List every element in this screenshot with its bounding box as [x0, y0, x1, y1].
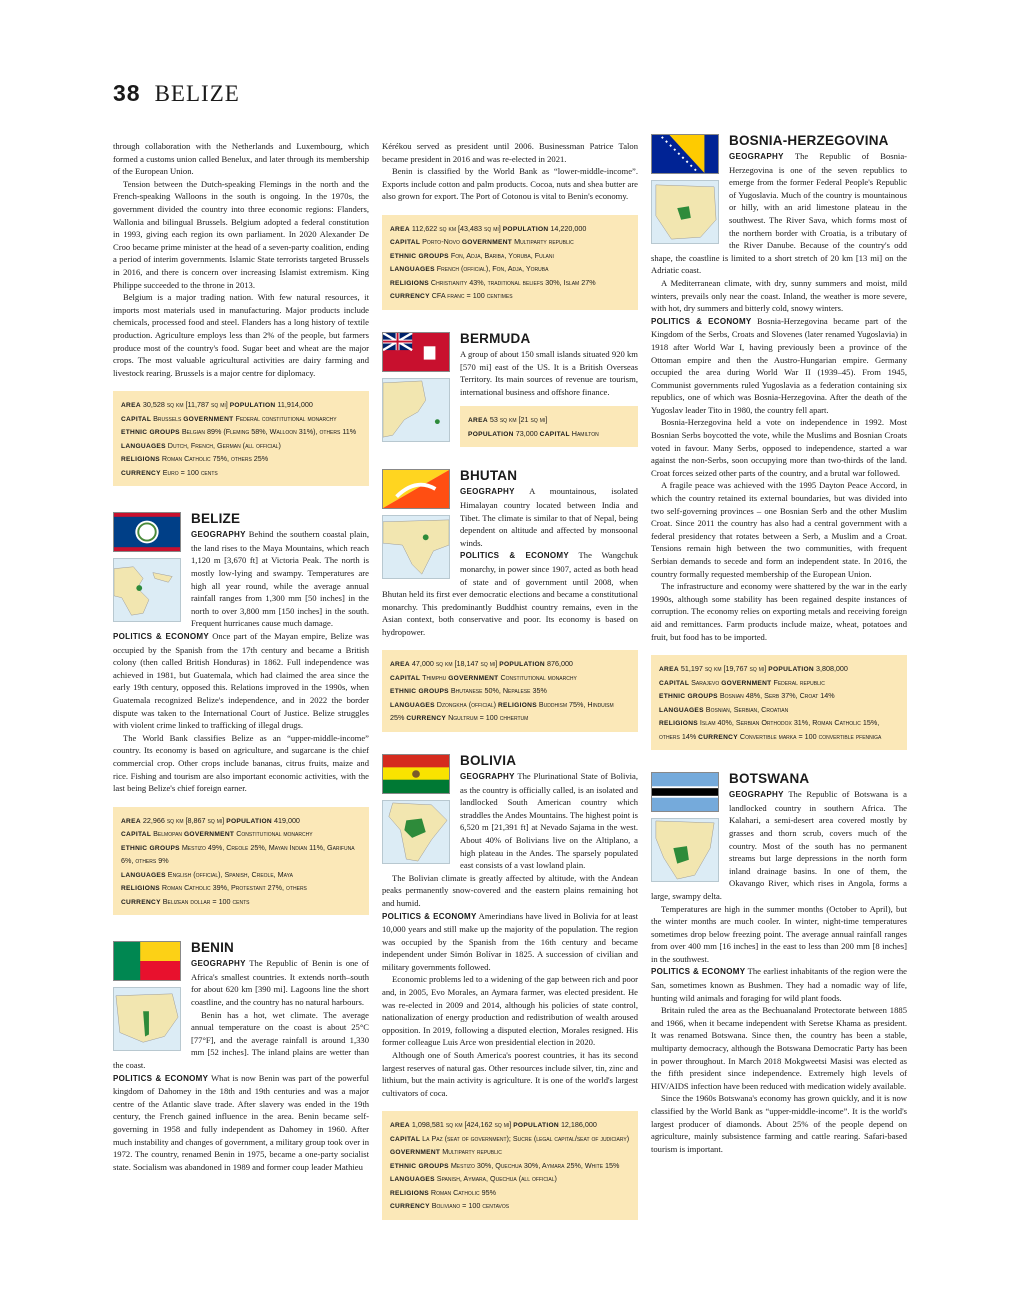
fact-value: 22,966 sq km [8,867 sq mi]	[142, 815, 225, 825]
fact-value: 11,914,000	[277, 400, 313, 410]
bosnia-locator-map	[651, 180, 719, 244]
botswana-paragraph: Since the 1960s Botswana's economy has grown quickly, and it is now classified by the World Bank as “upper-middle-income”. It is the world's largest producer of diamonds. About 25% of the people depend on agriculture, mainly subsistence farming and cattle rearing. Safari-based tourism is important.	[651, 1093, 907, 1154]
fact-label: CURRENCY	[406, 715, 447, 723]
fact-label: AREA	[390, 1122, 410, 1130]
fact-label: CAPITAL	[390, 1135, 421, 1143]
fact-value: 876,000	[546, 659, 573, 669]
botswana-locator-map	[651, 818, 719, 882]
fact-value: Euro = 100 cents	[162, 467, 218, 477]
fact-label: RELIGIONS	[497, 701, 537, 709]
bermuda-figure	[382, 332, 450, 442]
bhutan-politics-text: The Wangchuk monarchy, in power since 1907, acted as both head of state and of government until 2008, when Bhutan held its first ever democratic elections and became a constitutional monarchy. This predominantly Buddhist country remains, even in the Asian context, both conservative and poor. Its economy is based on hydropower.	[382, 550, 638, 637]
fact-label: GOVERNMENT	[461, 239, 513, 247]
fact-label: CAPITAL	[539, 430, 570, 438]
bolivia-politics-text: Amerindians have lived in Bolivia for at least 10,000 years and still make up the majority of the population. The region was occupied by the Spanish from the 16th century and became independent under Simón Bolívar in 1825. A succession of civilian and military governments followed.	[382, 910, 638, 972]
belize-politics-text: Once part of the Mayan empire, Belize was occupied by the Spanish from the 17th century and became a British colony (then called British Honduras) in 1862. Full independence was achieved in 1981, but Guatemala, which had claimed the area since the early 19th century, opposed this. Relations improved in the 1990s, when Guatemala recognized Belize's independence, and in 2022 the border dispute was taken to the International Court of Justice. Belize struggles with violent crime linked to trafficking of illegal drugs.	[113, 631, 369, 731]
benin-climate: Benin has a hot, wet climate. The average annual temperature on the coast is about 25°C [77°F], and the average rainfall is around 1,330 mm [52 inches]. The inland plains are wetter than the coast.	[113, 1009, 369, 1070]
benin-section	[113, 941, 369, 1173]
fact-label: CURRENCY	[121, 469, 161, 477]
fact-label: RELIGIONS	[390, 279, 429, 287]
politics-label: POLITICS & ECONOMY	[651, 967, 746, 977]
bolivia-section	[382, 754, 638, 1099]
fact-value: CFA franc = 100 centimes	[431, 291, 513, 301]
bosnia-paragraph: A fragile peace was achieved with the 1995 Dayton Peace Accord, in which the country retained its external boundaries, but was divided into two self-governing provinces – one Bosnian Serb and the other Muslim Croat. Since 2011 the country has also had a central government with a federal presidency that rotates between a Serb, a Muslim and a Croat. Tensions remain high between the two communities, with frequent Serbian demands to secede and form an independent state. In 2016, the country formally requested membership of the European Union.	[651, 480, 907, 579]
bolivia-economy: Although one of South America's poorest countries, it has its second largest reserves of natural gas. Other resources include silver, tin, zinc and lithium, but the main activity is agriculture. It is one of the world's largest cultivators of coca.	[382, 1050, 638, 1098]
fact-label: POPULATION	[499, 661, 545, 669]
botswana-geography-text: The Republic of Botswana is a landlocked country in southern Africa. The Kalahari, a semi-desert area covered mostly by grasses and thorn scrub, covers much of the country. Most of the south has no permanent streams but large depressions in the north form inland drainage basins. In one of them, the Okavango River, which rises in Angola, forms a large, swampy delta.	[651, 789, 907, 901]
fact-label: AREA	[121, 402, 141, 410]
fact-value: Mestizo 30%, Quechua 30%, Aymara 25%, White 15%	[450, 1160, 620, 1170]
fact-value: 112,622 sq km [43,483 sq mi]	[411, 223, 501, 233]
column-2	[382, 140, 638, 1220]
bolivia-politics	[382, 910, 638, 974]
column-1	[113, 140, 369, 1173]
fact-label: AREA	[390, 225, 410, 233]
bermuda-locator-map	[382, 378, 450, 442]
fact-label: LANGUAGES	[390, 701, 435, 709]
fact-label: ETHNIC GROUPS	[659, 693, 718, 701]
fact-label: AREA	[121, 817, 141, 825]
page-header	[113, 80, 240, 107]
page-number: 38	[113, 80, 141, 106]
belgium-paragraph: Belgium is a major trading nation. With few natural resources, it imports most materials used in manufacturing. Major products include chemicals, processed food and steel. Flanders has a long history of textile production. Agriculture employs less than 2% of the people, but farmers produce most of the country's food. Sugar beet and wheat are the major crops. The most valuable agricultural activities are dairy farming and livestock rearing. Brussels is a major centre for diplomacy.	[113, 292, 369, 378]
fact-label: CURRENCY	[390, 1203, 430, 1211]
botswana-title: BOTSWANA	[729, 771, 810, 787]
geography-label: GEOGRAPHY	[729, 790, 784, 800]
fact-value: Roman Catholic 39%, Protestant 27%, others	[161, 883, 307, 893]
fact-label: CURRENCY	[698, 733, 738, 741]
fact-value: Bosnian, Serbian, Croatian	[705, 704, 789, 714]
bhutan-section	[382, 469, 638, 638]
botswana-politics-text: The earliest inhabitants of the region were the San, sometimes known as Bushmen. They had a nomadic way of life, hunting wild animals and foraging for wild plant foods.	[651, 966, 907, 1003]
bosnia-paragraph: The infrastructure and economy were shattered by the war in the early 1990s, although some stability has been regained despite instances of corruption. The economy relies on exporting metals and receiving foreign aid and remittances. Farm products include maize, wheat, potatoes and fruit, but food has to be imported.	[651, 581, 907, 642]
fact-label: GOVERNMENT	[721, 679, 772, 687]
fact-label: LANGUAGES	[121, 871, 166, 879]
bermuda-flag	[382, 332, 450, 372]
fact-value: French (official), Fon, Adja, Yoruba	[436, 264, 549, 274]
politics-label: POLITICS & ECONOMY	[651, 316, 752, 326]
fact-value: Hamilton	[571, 428, 599, 438]
fact-value: Belizean dollar = 100 cents	[162, 896, 250, 906]
fact-label: CURRENCY	[121, 898, 161, 906]
fact-value: Buddhism 75%, Hinduism 25%	[390, 699, 614, 723]
fact-value: English (official), Spanish, Creole, Maya	[167, 869, 293, 879]
fact-value: Bhutanese 50%, Nepalese 35%	[450, 686, 547, 696]
fact-label: CAPITAL	[390, 674, 421, 682]
politics-label: POLITICS & ECONOMY	[113, 1073, 209, 1083]
fact-label: AREA	[390, 661, 410, 669]
fact-value: Dutch, French, German (all official)	[167, 440, 281, 450]
fact-label: ETHNIC GROUPS	[390, 1162, 449, 1170]
geography-label: GEOGRAPHY	[460, 771, 515, 781]
fact-label: POPULATION	[468, 430, 514, 438]
belize-geography-text: Behind the southern coastal plain, the land rises to the Maya Mountains, which reach 1,120 m [3,670 ft] at Victoria Peak. The north is mostly low-lying and swampy. Temperatures are high all year round, while the average annual rainfall ranges from 1,300 mm [50 inches] in the north to over 3,800 mm [150 inches] in the south. Frequent hurricanes cause much damage.	[191, 529, 369, 629]
fact-value: Dzongkha (official)	[436, 699, 496, 709]
fact-label: GOVERNMENT	[183, 831, 235, 839]
fact-value: Ngultrum = 100 chhertum	[448, 713, 529, 723]
bosnia-paragraph: Bosnia-Herzegovina held a vote on independence in 1992. Most Bosnian Serbs boycotted the vote, while the Muslims and Bosnian Croats voted in favour. Many Serbs, opposed to independence, started a war against the non-Serbs, soon occupying more than two-thirds of the land. Croat forces seized other parts of the country, and a brutal war followed.	[651, 417, 907, 478]
belize-locator-map	[113, 558, 181, 622]
fact-value: Multiparty republic	[442, 1147, 502, 1157]
page-title: BELIZE	[154, 81, 240, 106]
fact-label: GOVERNMENT	[448, 674, 499, 682]
bolivia-figure	[382, 754, 450, 864]
botswana-paragraph: Britain ruled the area as the Bechuanaland Protectorate between 1885 and 1966, when it became independent with Seretse Khama as president. It was renamed Botswana. Since then, the country has been a stable, multiparty democracy, although the Botswana Democratic Party has been in power throughout. In March 2018 Mokgweetsi Masisi was elected as the fifth president since independence. Extremely high levels of HIV/AIDS infection have been reduced with medication widely available.	[651, 1005, 907, 1091]
fact-value: 30,528 sq km [11,787 sq mi]	[142, 400, 228, 410]
fact-label: POPULATION	[513, 1122, 559, 1130]
benin-figure	[113, 941, 181, 1051]
benin-fact-box	[382, 215, 638, 310]
bosnia-climate: A Mediterranean climate, with dry, sunny summers and moist, mild winters, prevails only near the coast. Inland, the weather is more severe, with hot, dry summers and bitterly cold, snowy winters.	[651, 277, 907, 314]
fact-label: RELIGIONS	[659, 720, 698, 728]
fact-label: CAPITAL	[390, 239, 421, 247]
bosnia-politics-text: Bosnia-Herzegovina became part of the Kingdom of the Serbs, Croats and Slovenes (later renamed Yugoslavia) in 1918 after World War I, having previously been a province of the Ottoman empire and then the Austro-Hungarian empire. Germany occupied the area during World War II (1939–45). From 1945, Communist governments ruled Yugoslavia as a federation containing six republics, one of which was Bosnia-Herzegovina. After the death of the Yugoslav leader Tito in 1980, the country fell apart.	[651, 315, 907, 415]
fact-value: Boliviano = 100 centavos	[431, 1201, 510, 1211]
fact-value: Federal republic	[773, 677, 825, 687]
fact-label: CURRENCY	[390, 293, 430, 301]
fact-value: Convertible marka = 100 convertible pfenniga	[739, 731, 882, 741]
fact-label: POPULATION	[229, 402, 276, 410]
bolivia-flag	[382, 754, 450, 794]
fact-label: ETHNIC GROUPS	[390, 688, 449, 696]
benin-politics-text: What is now Benin was part of the powerful kingdom of Dahomey in the 18th and 19th centuries and was a major centre of the Atlantic slave trade. After slavery was ended in the 19th century, the French gained influence in the area. Benin became self-governing in 1958 and fully independent as Dahomey in 1960. After much instability and changes of government, a military group took over in 1972. The country, renamed Benin in 1975, became a one-party socialist state. Socialism was abandoned in 1989 and former coup leader Mathieu	[113, 1072, 369, 1172]
botswana-politics	[651, 965, 907, 1004]
benin-title: BENIN	[191, 940, 235, 956]
fact-value: La Paz (seat of government); Sucre (legal capital/seat of judiciary)	[422, 1133, 630, 1143]
bosnia-section	[651, 134, 907, 643]
bolivia-climate: The Bolivian climate is greatly affected by altitude, with the Andean peaks permanently snow-covered and the eastern plains remaining hot and humid.	[382, 872, 638, 908]
fact-value: Christianity 43%, traditional beliefs 30%, Islam 27%	[430, 277, 596, 287]
bermuda-text: A group of about 150 small islands situated 920 km [570 mi] east of the US. It is a British Overseas Territory. Its main sources of revenue are tourism, international business and offshore finance.	[460, 348, 638, 397]
geography-label: GEOGRAPHY	[191, 959, 246, 969]
fact-label: LANGUAGES	[121, 442, 166, 450]
fact-value: Roman Catholic 95%	[430, 1187, 496, 1197]
bermuda-section	[382, 332, 638, 447]
fact-value: Belgian 89% (Fleming 58%, Walloon 31%), others 11%	[181, 427, 357, 437]
fact-label: ETHNIC GROUPS	[121, 844, 180, 852]
politics-label: POLITICS & ECONOMY	[382, 911, 477, 921]
bermuda-fact-box	[460, 406, 638, 447]
fact-label: LANGUAGES	[659, 706, 704, 714]
belize-politics	[113, 630, 369, 732]
bosnia-geography-text: The Republic of Bosnia-Herzegovina is one of the seven republics to emerge from the former Federal People's Republic of Yugoslavia. Much of the country is mountainous or hilly, with an arid limestone plateau in the southwest. The River Sava, which forms most of the northern border with Croatia, is a tributary of the River Danube. Because of the country's odd shape, the coastline is limited to a short stretch of 20 km [13 mi] on the Adriatic coast.	[651, 151, 907, 276]
fact-value: Sarajevo	[691, 677, 720, 687]
fact-value: Thimphu	[422, 672, 447, 682]
fact-value: Constitutional monarchy	[500, 672, 577, 682]
fact-value: Belmopan	[153, 829, 183, 839]
fact-label: RELIGIONS	[121, 885, 160, 893]
belize-figure	[113, 512, 181, 622]
column-3	[651, 134, 907, 1155]
bolivia-fact-box	[382, 1111, 638, 1220]
fact-value: Constitutional monarchy	[236, 829, 313, 839]
fact-label: AREA	[659, 666, 679, 674]
geography-label: GEOGRAPHY	[729, 152, 784, 161]
geography-label: GEOGRAPHY	[191, 530, 246, 540]
fact-value: Federal constitutional monarchy	[235, 413, 337, 423]
fact-label: ETHNIC GROUPS	[121, 429, 180, 437]
bolivia-title: BOLIVIA	[460, 752, 517, 768]
bosnia-politics	[651, 315, 907, 417]
belize-section	[113, 512, 369, 794]
politics-label: POLITICS & ECONOMY	[113, 632, 209, 642]
bosnia-title: BOSNIA-HERZEGOVINA	[729, 133, 889, 148]
fact-value: Islam 40%, Serbian Orthodox 31%, Roman Catholic 15%, others 14%	[659, 718, 880, 741]
fact-label: AREA	[468, 417, 488, 425]
benin-locator-map	[113, 987, 181, 1051]
belize-economy: The World Bank classifies Belize as an “upper-middle-income” country. Its economy is based on agriculture, and sugarcane is the chief commercial crop. Other crops include bananas, citrus fruits, maize and rice. Fishing and tourism are also important economic activities, with the last being Belize's chief foreign earner.	[113, 732, 369, 794]
fact-label: GOVERNMENT	[183, 415, 234, 423]
benin-continued: Kérékou served as president until 2006. Businessman Patrice Talon became president in 2016 and was re-elected in 2021.	[382, 141, 638, 164]
politics-label: POLITICS & ECONOMY	[460, 551, 569, 561]
fact-label: RELIGIONS	[121, 456, 160, 464]
fact-value: Roman Catholic 75%, others 25%	[161, 454, 269, 464]
fact-label: CAPITAL	[121, 831, 152, 839]
bhutan-fact-box	[382, 650, 638, 732]
bhutan-figure	[382, 469, 450, 579]
fact-label: CAPITAL	[659, 679, 690, 687]
benin-flag	[113, 941, 181, 981]
fact-value: Spanish, Aymara, Quechua (all official)	[436, 1174, 557, 1184]
bosnia-fact-box	[651, 655, 907, 750]
geography-label: GEOGRAPHY	[460, 487, 515, 497]
fact-label: POPULATION	[502, 225, 549, 233]
bosnia-flag	[651, 134, 719, 174]
bosnia-figure	[651, 134, 719, 244]
fact-value: 51,197 sq km [19,767 sq mi]	[680, 664, 767, 674]
fact-value: 12,186,000	[560, 1120, 597, 1130]
fact-value: 73,000	[515, 428, 538, 438]
fact-label: GOVERNMENT	[390, 1149, 441, 1157]
fact-label: POPULATION	[768, 666, 814, 674]
bolivia-locator-map	[382, 800, 450, 864]
fact-value: Bosnian 48%, Serb 37%, Croat 14%	[719, 691, 835, 701]
benin-economy: Benin is classified by the World Bank as “lower-middle-income”. Exports include cotton and palm products. Cocoa, nuts and shea butter are also grown for export. The Port of Cotonou is vital to Benin's economy.	[382, 166, 638, 202]
belize-title: BELIZE	[191, 511, 241, 527]
benin-politics	[113, 1072, 369, 1174]
belize-flag	[113, 512, 181, 552]
fact-value: 419,000	[273, 815, 300, 825]
fact-value: Mestizo 49%, Creole 25%, Mayan Indian 11%, Garifuna 6%, others 9%	[121, 842, 355, 866]
fact-label: CAPITAL	[121, 415, 152, 423]
fact-value: Porto-Novo	[422, 237, 460, 247]
botswana-section	[651, 772, 907, 1155]
fact-label: LANGUAGES	[390, 266, 435, 274]
benin-geography-text: The Republic of Benin is one of Africa's smallest countries. It extends north–south for about 620 km [390 mi]. Lagoons line the short coastline, and the country has no natural harbours.	[191, 958, 370, 1008]
fact-label: POPULATION	[226, 817, 272, 825]
bolivia-economy: Economic problems led to a widening of the gap between rich and poor and, in 2005, Evo Morales, an Aymara farmer, was elected president. He was re-elected in 2009 and 2014, although his policies of state control, nationalization of energy production and redistribution of wealth aroused opposition. In 2019, following a disputed election, Morales resigned. His former colleague Luis Arce won presidential election in 2020.	[382, 974, 638, 1048]
belize-fact-box	[113, 807, 369, 916]
botswana-figure	[651, 772, 719, 882]
bolivia-geography-text: The Plurinational State of Bolivia, as the country is officially called, is an isolated and landlocked South American country which straddles the Andes Mountains. The highest point is 6,520 m [21,391 ft] at Nevado Sajama in the west. About 40% of Bolivians live on the Altiplano, a high plateau in the Andes. The sparsely populated east consists of a vast lowland plain.	[460, 770, 638, 871]
fact-value: 47,000 sq km [18,147 sq mi]	[411, 659, 498, 669]
fact-value: 1,098,581 sq km [424,162 sq mi]	[411, 1120, 512, 1130]
fact-label: RELIGIONS	[390, 1189, 429, 1197]
fact-value: Brussels	[153, 413, 182, 423]
bhutan-geography-text: A mountainous, isolated Himalayan country located between India and Tibet. The climate is similar to that of Nepal, being dependent on altitude and affected by monsoonal winds.	[460, 486, 638, 548]
botswana-climate: Temperatures are high in the summer months (October to April), but the winter months are much cooler. In winter, night-time temperatures sometimes drop below freezing point. The average annual rainfall ranges from over 400 mm [16 inches] in the east to less than 200 mm [8 inches] in the southwest.	[651, 903, 907, 964]
botswana-flag	[651, 772, 719, 812]
bhutan-title: BHUTAN	[460, 468, 518, 484]
fact-value: 53 sq km [21 sq mi]	[489, 415, 548, 425]
fact-value: Fon, Adja, Bariba, Yoruba, Fulani	[450, 250, 554, 260]
bhutan-locator-map	[382, 515, 450, 579]
fact-label: LANGUAGES	[390, 1176, 435, 1184]
fact-value: 14,220,000	[550, 223, 587, 233]
fact-value: 3,808,000	[815, 664, 848, 674]
fact-label: ETHNIC GROUPS	[390, 252, 449, 260]
bhutan-flag	[382, 469, 450, 509]
bermuda-title: BERMUDA	[460, 330, 531, 346]
fact-value: Multiparty republic	[514, 237, 574, 247]
belgium-fact-box	[113, 391, 369, 486]
belgium-paragraph: Tension between the Dutch-speaking Flemings in the north and the French-speaking Walloons in the south is ongoing. In the 1970s, the government divided the country into three economic regions: Flanders, Wallonia and bilingual Brussels. Belgium adopted a federal constitution in 1993, giving each region its own parliament. In 2020 Alexander De Croo became prime minister at the head of a seven-party coalition, ending a period of interim governments. Islamic State terrorists targeted Brussels in 2016, and there is concern over increasing Islamist extremism. King Philippe succeeded to the throne in 2013.	[113, 178, 369, 290]
belgium-paragraph: through collaboration with the Netherlands and Luxembourg, which formed a customs union called Benelux, and later through its membership of the European Union.	[113, 141, 369, 177]
